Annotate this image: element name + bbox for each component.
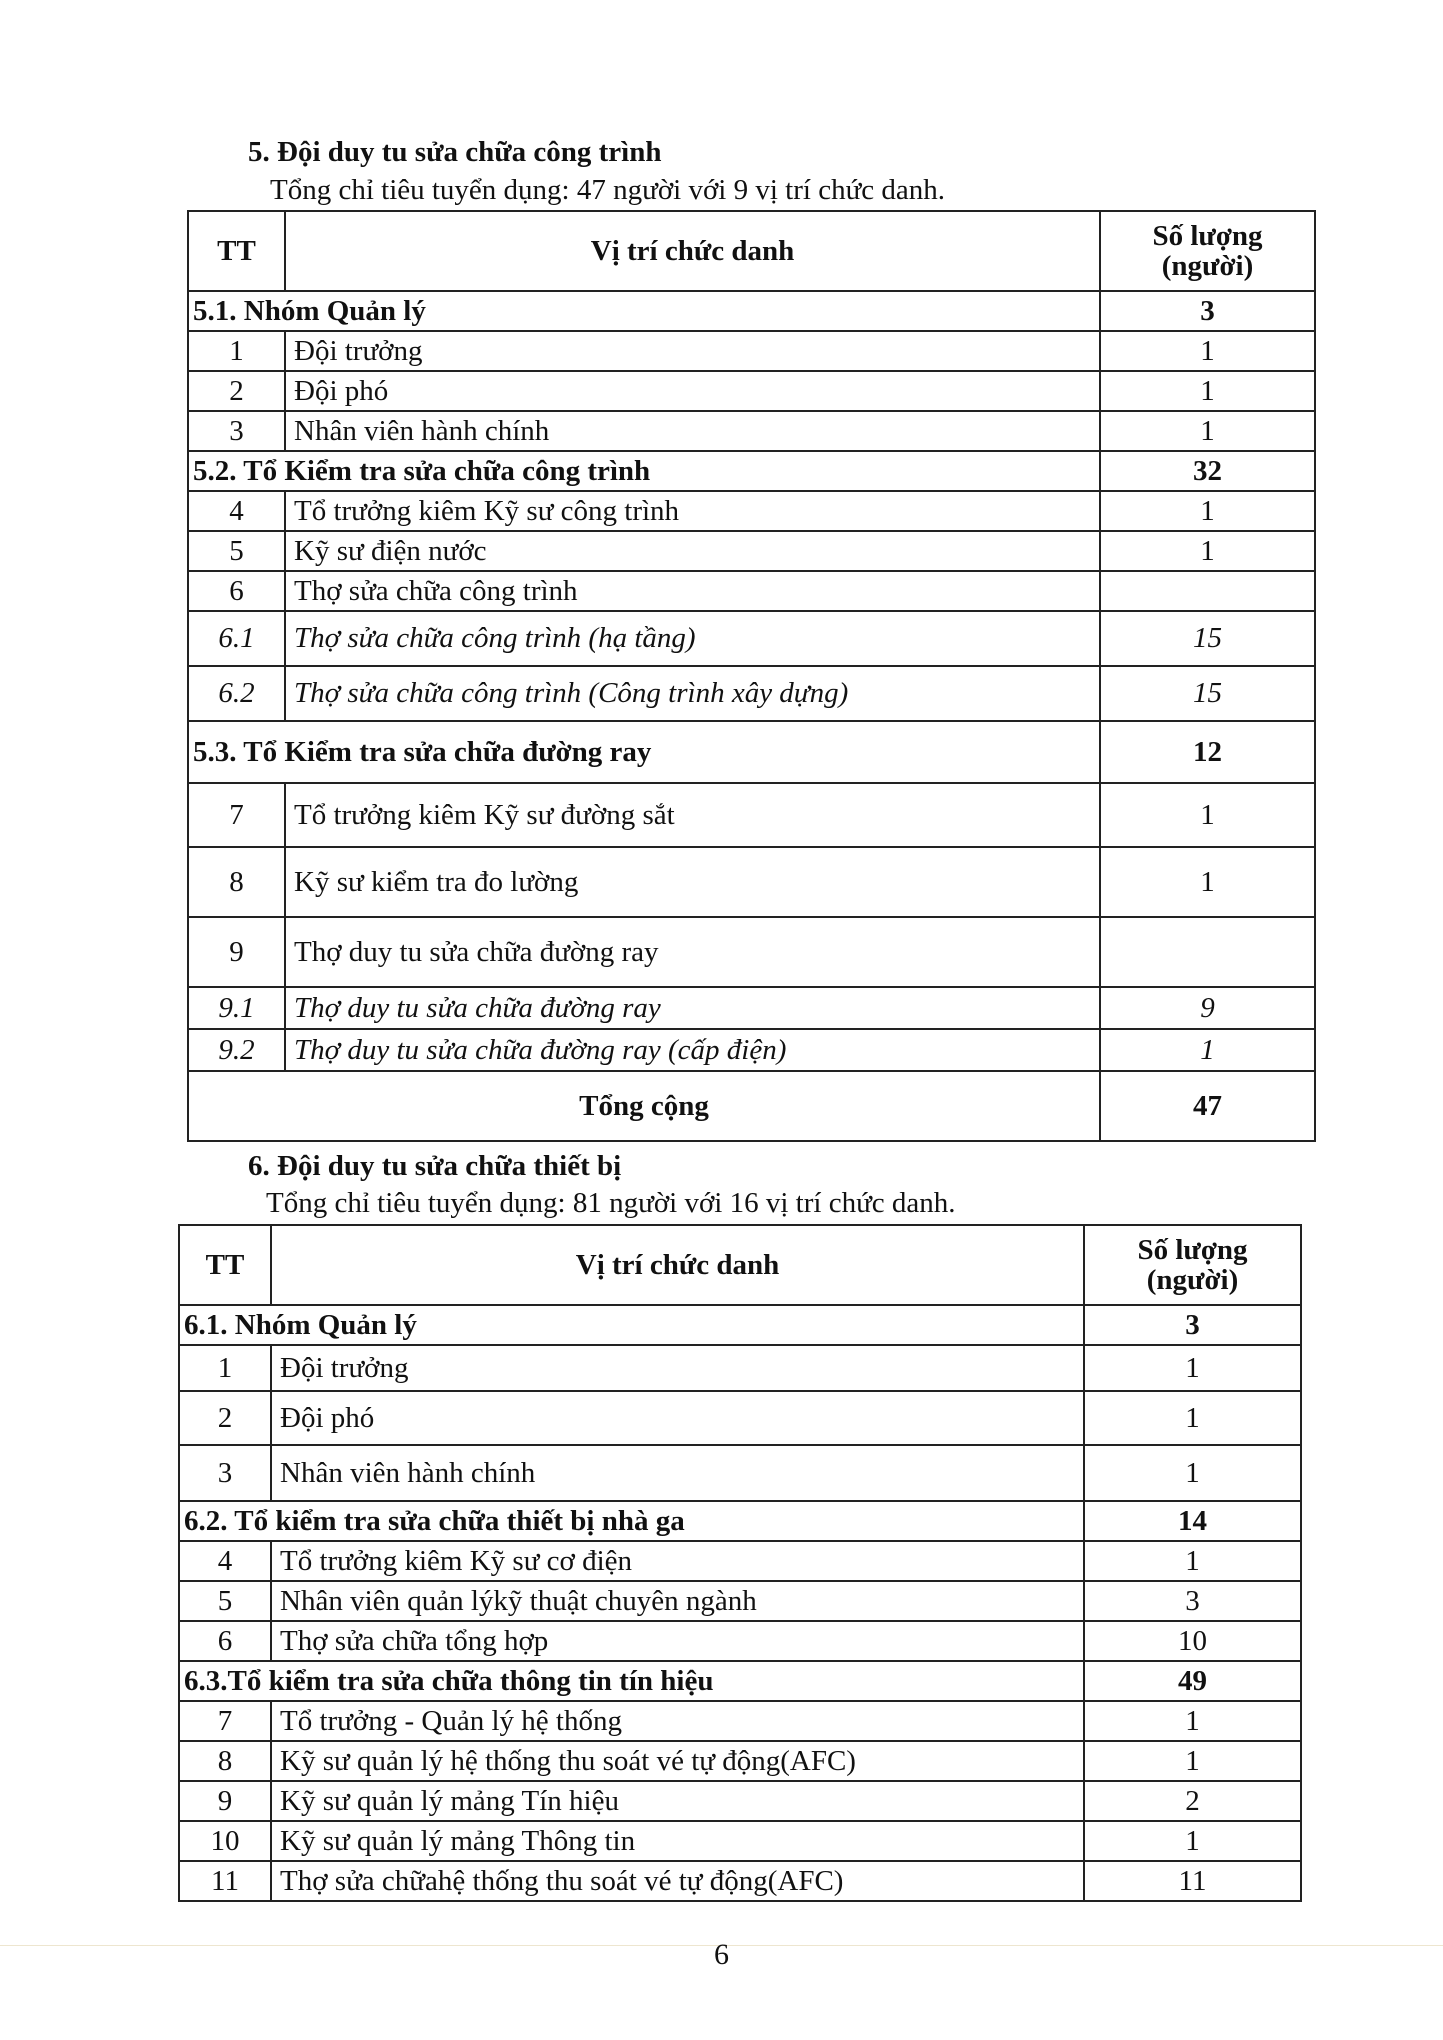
header-tt: TT bbox=[179, 1225, 271, 1305]
row-position: Thợ sửa chữahệ thống thu soát vé tự động(AFC) bbox=[271, 1861, 1084, 1901]
row-quantity: 1 bbox=[1084, 1701, 1301, 1741]
row-tt: 6 bbox=[188, 571, 285, 611]
row-quantity: 10 bbox=[1084, 1621, 1301, 1661]
row-quantity: 1 bbox=[1084, 1345, 1301, 1391]
header-position: Vị trí chức danh bbox=[271, 1225, 1084, 1305]
header-quantity: Số lượng (người) bbox=[1084, 1225, 1301, 1305]
table-row bbox=[188, 611, 1315, 666]
table-row bbox=[188, 371, 1315, 411]
row-quantity: 1 bbox=[1100, 783, 1315, 847]
row-tt: 9.1 bbox=[188, 987, 285, 1029]
row-tt: 10 bbox=[179, 1821, 271, 1861]
section-5-subtitle: Tổng chỉ tiêu tuyển dụng: 47 người với 9 vị trí chức danh. bbox=[270, 174, 946, 206]
row-tt: 11 bbox=[179, 1861, 271, 1901]
row-tt: 6.1 bbox=[188, 611, 285, 666]
table-row bbox=[188, 987, 1315, 1029]
header-tt: TT bbox=[188, 211, 285, 291]
table-row bbox=[179, 1741, 1301, 1781]
table-row bbox=[188, 331, 1315, 371]
row-quantity: 1 bbox=[1100, 531, 1315, 571]
row-tt: 3 bbox=[179, 1445, 271, 1501]
row-tt: 8 bbox=[188, 847, 285, 917]
row-tt: 8 bbox=[179, 1741, 271, 1781]
row-tt: 9 bbox=[179, 1781, 271, 1821]
table-row bbox=[188, 491, 1315, 531]
row-position: Tổ trưởng kiêm Kỹ sư công trình bbox=[285, 491, 1100, 531]
row-tt: 9 bbox=[188, 917, 285, 987]
table-row bbox=[179, 1861, 1301, 1901]
row-position: Thợ duy tu sửa chữa đường ray bbox=[285, 917, 1100, 987]
table-row bbox=[188, 1029, 1315, 1071]
row-position: Kỹ sư quản lý mảng Thông tin bbox=[271, 1821, 1084, 1861]
row-quantity: 9 bbox=[1100, 987, 1315, 1029]
table-row bbox=[188, 666, 1315, 721]
row-quantity: 1 bbox=[1100, 371, 1315, 411]
table-row bbox=[188, 571, 1315, 611]
row-position: Kỹ sư điện nước bbox=[285, 531, 1100, 571]
row-quantity: 15 bbox=[1100, 611, 1315, 666]
table-row bbox=[179, 1701, 1301, 1741]
row-position: Đội phó bbox=[285, 371, 1100, 411]
row-tt: 5 bbox=[179, 1581, 271, 1621]
section-6-subtitle: Tổng chỉ tiêu tuyển dụng: 81 người với 16 vị trí chức danh. bbox=[266, 1187, 956, 1219]
group-label: 6.3.Tổ kiểm tra sửa chữa thông tin tín hiệu bbox=[179, 1661, 1084, 1701]
group-label: 6.2. Tổ kiểm tra sửa chữa thiết bị nhà ga bbox=[179, 1501, 1084, 1541]
table-row bbox=[179, 1345, 1301, 1391]
table-row bbox=[188, 917, 1315, 987]
page-number: 6 bbox=[714, 1938, 729, 1971]
row-position: Nhân viên hành chính bbox=[271, 1445, 1084, 1501]
row-quantity: 1 bbox=[1084, 1391, 1301, 1445]
table-row bbox=[188, 847, 1315, 917]
table-header-row bbox=[179, 1225, 1301, 1305]
row-tt: 3 bbox=[188, 411, 285, 451]
group-quantity: 3 bbox=[1084, 1305, 1301, 1345]
row-quantity: 1 bbox=[1084, 1541, 1301, 1581]
group-row bbox=[179, 1661, 1301, 1701]
group-row bbox=[188, 451, 1315, 491]
section-6-title: 6. Đội duy tu sửa chữa thiết bị bbox=[248, 1150, 622, 1182]
table-row bbox=[188, 783, 1315, 847]
row-quantity: 3 bbox=[1084, 1581, 1301, 1621]
total-quantity: 47 bbox=[1100, 1071, 1315, 1141]
row-position: Kỹ sư quản lý mảng Tín hiệu bbox=[271, 1781, 1084, 1821]
row-quantity bbox=[1100, 917, 1315, 987]
row-quantity: 1 bbox=[1100, 847, 1315, 917]
section-5-title: 5. Đội duy tu sửa chữa công trình bbox=[248, 136, 662, 168]
group-label: 5.1. Nhóm Quản lý bbox=[188, 291, 1100, 331]
group-quantity: 32 bbox=[1100, 451, 1315, 491]
row-position: Đội phó bbox=[271, 1391, 1084, 1445]
table-row bbox=[179, 1445, 1301, 1501]
total-row bbox=[188, 1071, 1315, 1141]
table-row bbox=[188, 531, 1315, 571]
row-quantity: 1 bbox=[1100, 411, 1315, 451]
row-position: Nhân viên quản lýkỹ thuật chuyên ngành bbox=[271, 1581, 1084, 1621]
row-position: Thợ sửa chữa công trình bbox=[285, 571, 1100, 611]
group-row bbox=[188, 721, 1315, 783]
table-section-5 bbox=[187, 210, 1316, 1142]
table-header-row bbox=[188, 211, 1315, 291]
row-tt: 6.2 bbox=[188, 666, 285, 721]
group-quantity: 14 bbox=[1084, 1501, 1301, 1541]
row-quantity: 1 bbox=[1084, 1741, 1301, 1781]
group-quantity: 49 bbox=[1084, 1661, 1301, 1701]
row-position: Thợ sửa chữa công trình (hạ tầng) bbox=[285, 611, 1100, 666]
row-tt: 9.2 bbox=[188, 1029, 285, 1071]
group-row bbox=[179, 1501, 1301, 1541]
table-row bbox=[188, 411, 1315, 451]
row-position: Kỹ sư kiểm tra đo lường bbox=[285, 847, 1100, 917]
row-quantity bbox=[1100, 571, 1315, 611]
row-tt: 2 bbox=[188, 371, 285, 411]
row-quantity: 1 bbox=[1100, 1029, 1315, 1071]
row-position: Tổ trưởng kiêm Kỹ sư cơ điện bbox=[271, 1541, 1084, 1581]
table-row bbox=[179, 1541, 1301, 1581]
row-position: Tổ trưởng kiêm Kỹ sư đường sắt bbox=[285, 783, 1100, 847]
table-section-6 bbox=[178, 1224, 1302, 1902]
row-position: Thợ sửa chữa công trình (Công trình xây dựng) bbox=[285, 666, 1100, 721]
header-position: Vị trí chức danh bbox=[285, 211, 1100, 291]
group-row bbox=[188, 291, 1315, 331]
table-row bbox=[179, 1781, 1301, 1821]
group-label: 6.1. Nhóm Quản lý bbox=[179, 1305, 1084, 1345]
total-label: Tổng cộng bbox=[188, 1071, 1100, 1141]
row-tt: 2 bbox=[179, 1391, 271, 1445]
group-label: 5.3. Tổ Kiểm tra sửa chữa đường ray bbox=[188, 721, 1100, 783]
table-row bbox=[179, 1821, 1301, 1861]
row-position: Kỹ sư quản lý hệ thống thu soát vé tự động(AFC) bbox=[271, 1741, 1084, 1781]
group-row bbox=[179, 1305, 1301, 1345]
row-tt: 7 bbox=[188, 783, 285, 847]
row-position: Đội trưởng bbox=[285, 331, 1100, 371]
table-row bbox=[179, 1621, 1301, 1661]
row-quantity: 1 bbox=[1084, 1445, 1301, 1501]
row-tt: 4 bbox=[188, 491, 285, 531]
row-position: Tổ trưởng - Quản lý hệ thống bbox=[271, 1701, 1084, 1741]
row-quantity: 1 bbox=[1100, 331, 1315, 371]
row-position: Đội trưởng bbox=[271, 1345, 1084, 1391]
row-quantity: 1 bbox=[1084, 1821, 1301, 1861]
row-position: Thợ duy tu sửa chữa đường ray bbox=[285, 987, 1100, 1029]
row-tt: 4 bbox=[179, 1541, 271, 1581]
row-quantity: 11 bbox=[1084, 1861, 1301, 1901]
row-tt: 1 bbox=[188, 331, 285, 371]
row-position: Thợ sửa chữa tổng hợp bbox=[271, 1621, 1084, 1661]
row-quantity: 1 bbox=[1100, 491, 1315, 531]
row-tt: 7 bbox=[179, 1701, 271, 1741]
row-position: Nhân viên hành chính bbox=[285, 411, 1100, 451]
row-quantity: 15 bbox=[1100, 666, 1315, 721]
table-row bbox=[179, 1391, 1301, 1445]
table-row bbox=[179, 1581, 1301, 1621]
row-quantity: 2 bbox=[1084, 1781, 1301, 1821]
group-label: 5.2. Tổ Kiểm tra sửa chữa công trình bbox=[188, 451, 1100, 491]
header-quantity: Số lượng (người) bbox=[1100, 211, 1315, 291]
row-tt: 6 bbox=[179, 1621, 271, 1661]
row-tt: 1 bbox=[179, 1345, 271, 1391]
group-quantity: 3 bbox=[1100, 291, 1315, 331]
group-quantity: 12 bbox=[1100, 721, 1315, 783]
row-position: Thợ duy tu sửa chữa đường ray (cấp điện) bbox=[285, 1029, 1100, 1071]
row-tt: 5 bbox=[188, 531, 285, 571]
